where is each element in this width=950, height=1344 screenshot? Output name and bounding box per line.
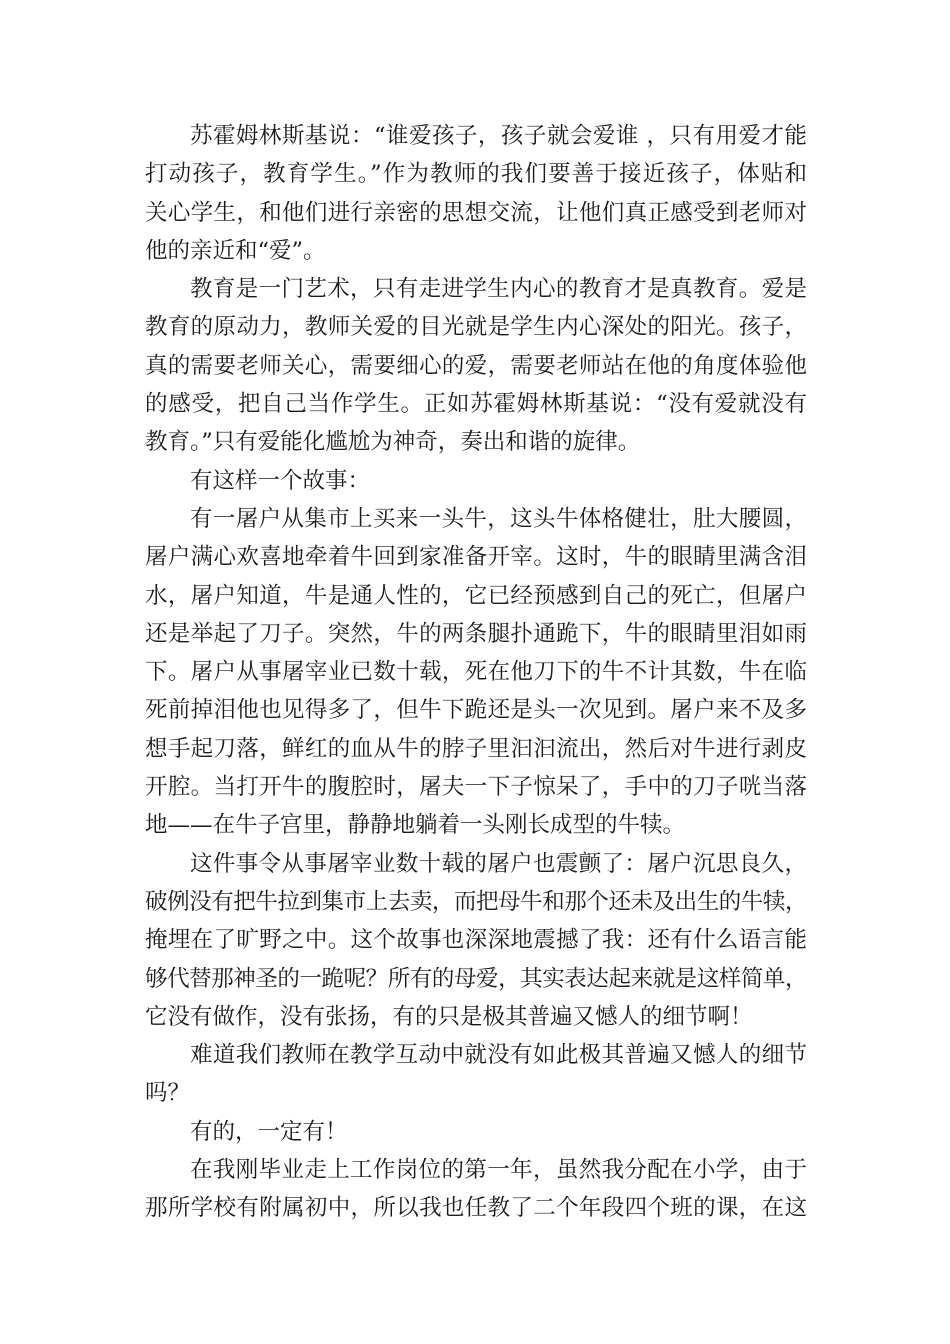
paragraph-line: 下。屠户从事屠宰业已数十载，死在他刀下的牛不计其数，牛在临 <box>145 659 807 686</box>
paragraph-line: 有这样一个故事： <box>190 467 371 494</box>
paragraph-line: 真的需要老师关心，需要细心的爱，需要老师站在他的角度体验他 <box>145 352 807 379</box>
paragraph-line: 他的亲近和“爱”。 <box>145 237 326 264</box>
paragraph-line: 想手起刀落，鲜红的血从牛的脖子里汩汩流出，然后对牛进行剥皮 <box>145 735 807 762</box>
paragraph-line: 死前掉泪他也见得多了，但牛下跪还是头一次见到。屠户来不及多 <box>145 697 807 724</box>
paragraph-line: 有一屠户从集市上买来一头牛，这头牛体格健壮，肚大腰圆， <box>190 505 807 532</box>
paragraph-line: 教育。”只有爱能化尴尬为神奇，奏出和谐的旋律。 <box>145 429 641 456</box>
paragraph-line: 它没有做作，没有张扬，有的只是极其普遍又憾人的细节啊！ <box>145 1003 753 1030</box>
paragraph-line: 有的，一定有！ <box>190 1118 348 1145</box>
paragraph-line: 教育的原动力，教师关爱的目光就是学生内心深处的阳光。孩子， <box>145 314 807 341</box>
paragraph-line: 够代替那神圣的一跪呢？所有的母爱，其实表达起来就是这样简单， <box>145 965 807 992</box>
document-body <box>145 117 807 1228</box>
paragraph-line: 水，屠户知道，牛是通人性的，它已经预感到自己的死亡，但屠户 <box>145 582 807 609</box>
paragraph-line: 关心学生，和他们进行亲密的思想交流，让他们真正感受到老师对 <box>145 199 807 226</box>
paragraph-line: 教育是一门艺术，只有走进学生内心的教育才是真教育。爱是 <box>190 276 807 303</box>
paragraph-line: 的感受，把自己当作学生。正如苏霍姆林斯基说：“没有爱就没有 <box>145 391 807 418</box>
paragraph-line: 那所学校有附属初中，所以我也任教了二个年段四个班的课，在这 <box>145 1195 807 1222</box>
paragraph-line: 在我刚毕业走上工作岗位的第一年，虽然我分配在小学，由于 <box>190 1157 807 1184</box>
paragraph-line: 难道我们教师在教学互动中就没有如此极其普遍又憾人的细节 <box>190 1042 807 1069</box>
paragraph-line: 地——在牛子宫里，静静地躺着一头刚长成型的牛犊。 <box>145 812 686 839</box>
paragraph-line: 还是举起了刀子。突然，牛的两条腿扑通跪下，牛的眼睛里泪如雨 <box>145 620 807 647</box>
paragraph-line: 打动孩子，教育学生。”作为教师的我们要善于接近孩子，体贴和 <box>145 161 807 188</box>
paragraph-line: 苏霍姆林斯基说：“谁爱孩子，孩子就会爱谁 ，只有用爱才能 <box>190 123 807 149</box>
paragraph-line: 破例没有把牛拉到集市上去卖，而把母牛和那个还未及出生的牛犊， <box>145 888 807 915</box>
paragraph-line: 屠户满心欢喜地牵着牛回到家准备开宰。这时，牛的眼睛里满含泪 <box>145 544 807 571</box>
paragraph-line: 这件事令从事屠宰业数十载的屠户也震颤了：屠户沉思良久， <box>190 850 807 877</box>
paragraph-line: 吗？ <box>145 1080 191 1107</box>
paragraph-line: 开腔。当打开牛的腹腔时，屠夫一下子惊呆了，手中的刀子咣当落 <box>145 774 807 801</box>
paragraph-line: 掩埋在了旷野之中。这个故事也深深地震撼了我：还有什么语言能 <box>145 927 807 954</box>
